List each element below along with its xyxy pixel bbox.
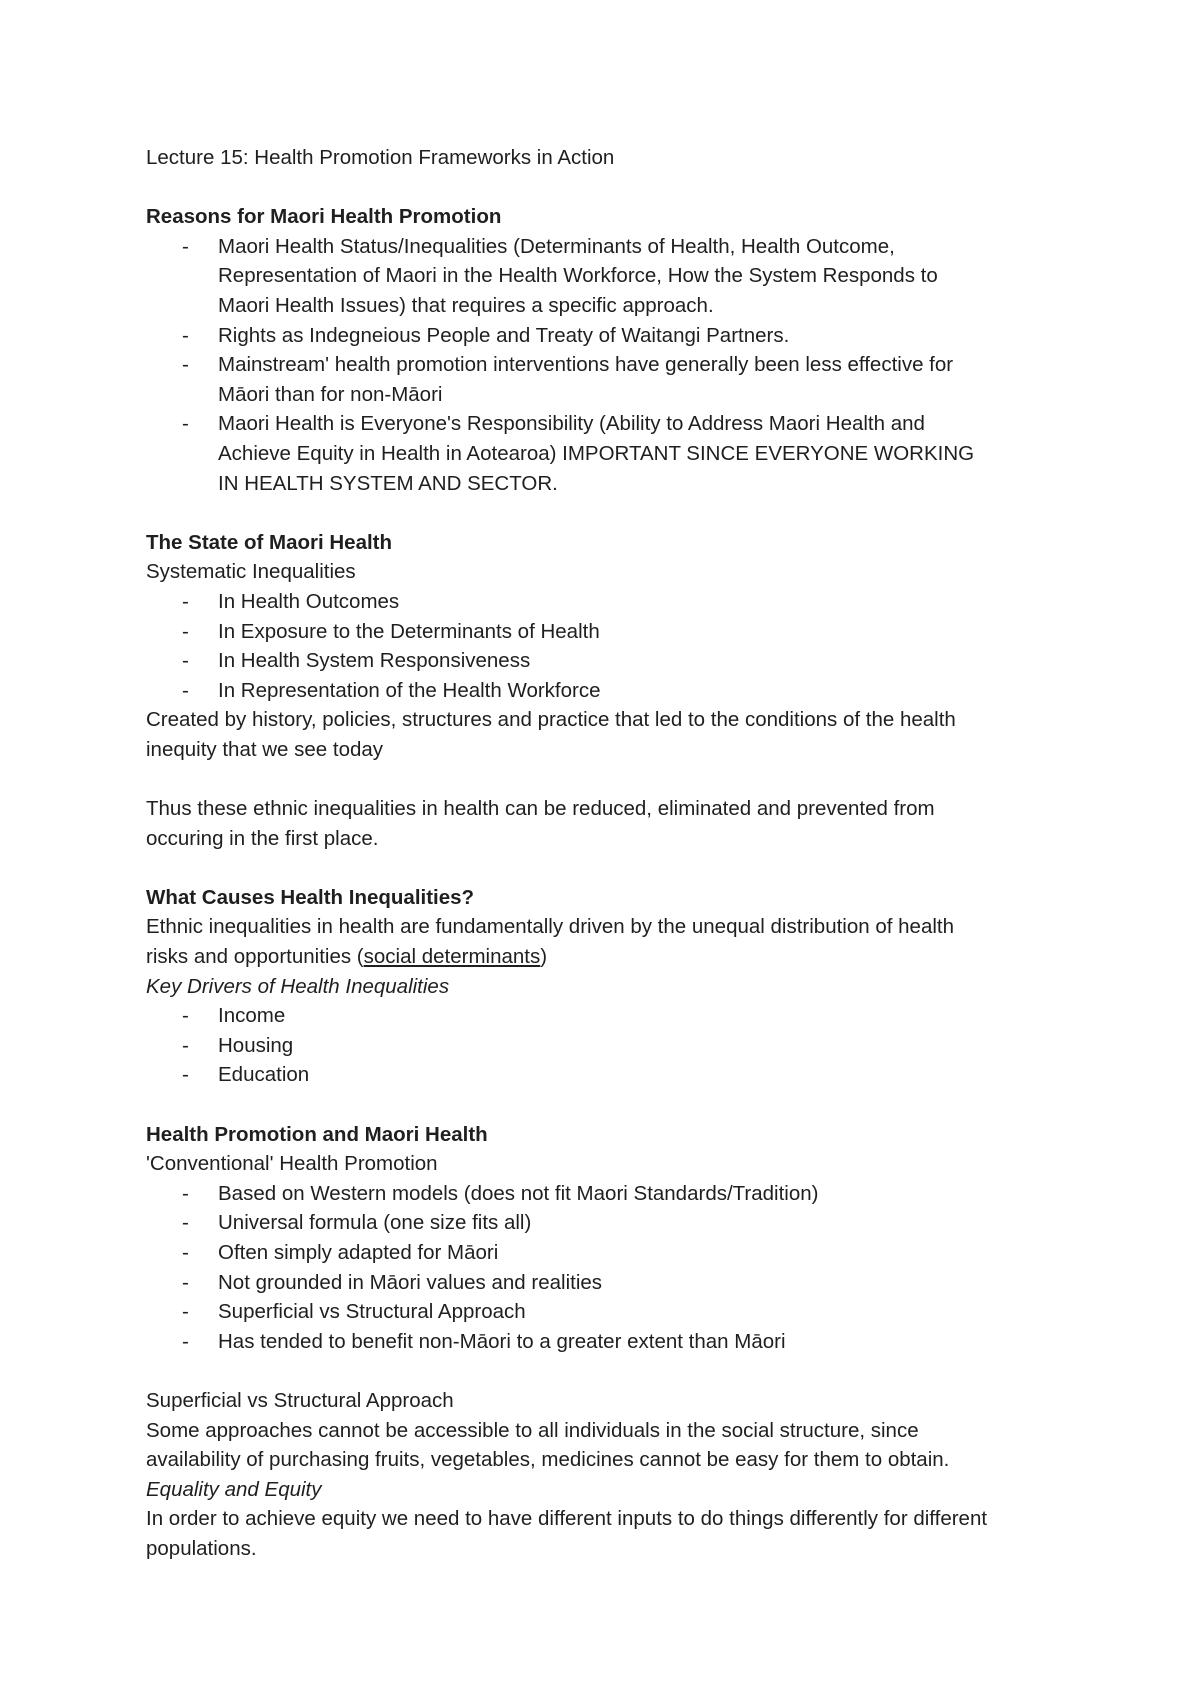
dash-bullet: - <box>182 353 189 377</box>
section-heading-reasons: Reasons for Maori Health Promotion <box>146 205 502 229</box>
list-item <box>146 1327 1096 1357</box>
section-heading-health-promotion: Health Promotion and Maori Health <box>146 1122 488 1146</box>
list-item-text: Māori than for non-Māori <box>218 382 443 406</box>
list-item-text: Maori Health Status/Inequalities (Determinants of Health, Health Outcome, <box>218 234 895 258</box>
list-item-text: Superficial vs Structural Approach <box>218 1300 526 1324</box>
dash-bullet: - <box>182 1300 189 1324</box>
section-heading-causes: What Causes Health Inequalities? <box>146 885 475 909</box>
list-item-text: Income <box>218 1004 286 1028</box>
drivers-list <box>146 1001 1096 1090</box>
dash-bullet: - <box>182 678 189 702</box>
dash-bullet: - <box>182 1033 189 1057</box>
list-item-text: Often simply adapted for Māori <box>218 1240 499 1264</box>
dash-bullet: - <box>182 1063 189 1087</box>
paragraph-text: populations. <box>146 1536 257 1560</box>
paragraph-text: occuring in the first place. <box>146 826 379 850</box>
list-item-text: Maori Health Issues) that requires a specific approach. <box>218 293 714 317</box>
subheading-conventional: 'Conventional' Health Promotion <box>146 1152 438 1176</box>
paragraph-text: ) <box>540 945 548 969</box>
list-item-text: Not grounded in Māori values and realities <box>218 1270 603 1294</box>
list-item-text: Mainstream' health promotion interventions have generally been less effective for <box>218 353 954 377</box>
dash-bullet: - <box>182 649 189 673</box>
list-item <box>146 1179 1096 1209</box>
subheading-systematic-inequalities: Systematic Inequalities <box>146 560 356 584</box>
document-title: Lecture 15: Health Promotion Frameworks in Action <box>146 146 615 169</box>
conventional-list <box>146 1179 1096 1357</box>
list-item-text: Has tended to benefit non-Māori to a greater extent than Māori <box>218 1329 786 1353</box>
paragraph-text: risks and opportunities ( <box>146 945 364 969</box>
list-item <box>146 1208 1096 1238</box>
italic-subheading-key-drivers: Key Drivers of Health Inequalities <box>146 974 450 998</box>
list-item <box>146 1031 1096 1061</box>
dash-bullet: - <box>182 1270 189 1294</box>
dash-bullet: - <box>182 1240 189 1264</box>
list-item <box>146 676 1096 706</box>
list-item-text: In Health Outcomes <box>218 589 400 613</box>
list-item <box>146 587 1096 617</box>
paragraph-text: availability of purchasing fruits, vegetables, medicines cannot be easy for them to obtain. <box>146 1448 950 1472</box>
list-item <box>146 1268 1096 1298</box>
dash-bullet: - <box>182 619 189 643</box>
inequalities-list <box>146 587 1096 705</box>
list-item <box>146 350 1096 409</box>
dash-bullet: - <box>182 1211 189 1235</box>
list-item <box>146 321 1096 351</box>
list-item <box>146 1060 1096 1090</box>
list-item <box>146 1001 1096 1031</box>
reasons-list <box>146 232 1096 498</box>
italic-subheading-equality-equity: Equality and Equity <box>146 1477 322 1501</box>
list-item <box>146 409 1096 498</box>
dash-bullet: - <box>182 234 189 258</box>
list-item-text: In Health System Responsiveness <box>218 649 531 673</box>
list-item-text: Based on Western models (does not fit Maori Standards/Tradition) <box>218 1181 819 1205</box>
paragraph-text: In order to achieve equity we need to have different inputs to do things differently for different <box>146 1507 988 1531</box>
section-heading-state: The State of Maori Health <box>146 530 393 554</box>
subheading-superficial-vs-structural: Superficial vs Structural Approach <box>146 1388 454 1412</box>
list-item-text: Housing <box>218 1033 294 1057</box>
paragraph-text: Some approaches cannot be accessible to all individuals in the social structure, since <box>146 1418 919 1442</box>
dash-bullet: - <box>182 323 189 347</box>
list-item-text: Maori Health is Everyone's Responsibility (Ability to Address Maori Health and <box>218 412 925 436</box>
list-item-text: In Representation of the Health Workforce <box>218 678 601 702</box>
document-page <box>146 143 1096 1564</box>
paragraph-text: Created by history, policies, structures and practice that led to the conditions of the health <box>146 708 956 732</box>
list-item-text: In Exposure to the Determinants of Health <box>218 619 600 643</box>
dash-bullet: - <box>182 412 189 436</box>
paragraph-text: Thus these ethnic inequalities in health can be reduced, eliminated and prevented from <box>146 797 935 821</box>
social-determinants-link[interactable]: social determinants <box>363 945 541 969</box>
list-item <box>146 617 1096 647</box>
dash-bullet: - <box>182 1329 189 1353</box>
list-item-text: Education <box>218 1063 310 1087</box>
list-item-text: IN HEALTH SYSTEM AND SECTOR. <box>218 471 558 495</box>
list-item-text: Achieve Equity in Health in Aotearoa) IMPORTANT SINCE EVERYONE WORKING <box>218 441 975 465</box>
dash-bullet: - <box>182 1181 189 1205</box>
dash-bullet: - <box>182 589 189 613</box>
list-item <box>146 1238 1096 1268</box>
list-item <box>146 1297 1096 1327</box>
paragraph-text: Ethnic inequalities in health are fundamentally driven by the unequal distribution of health <box>146 915 954 939</box>
list-item-text: Representation of Maori in the Health Workforce, How the System Responds to <box>218 264 938 288</box>
dash-bullet: - <box>182 1004 189 1028</box>
paragraph-text-with-link <box>146 942 1096 972</box>
list-item <box>146 646 1096 676</box>
list-item-text: Rights as Indegneious People and Treaty of Waitangi Partners. <box>218 323 790 347</box>
list-item <box>146 232 1096 321</box>
paragraph-text: inequity that we see today <box>146 737 384 761</box>
list-item-text: Universal formula (one size fits all) <box>218 1211 532 1235</box>
